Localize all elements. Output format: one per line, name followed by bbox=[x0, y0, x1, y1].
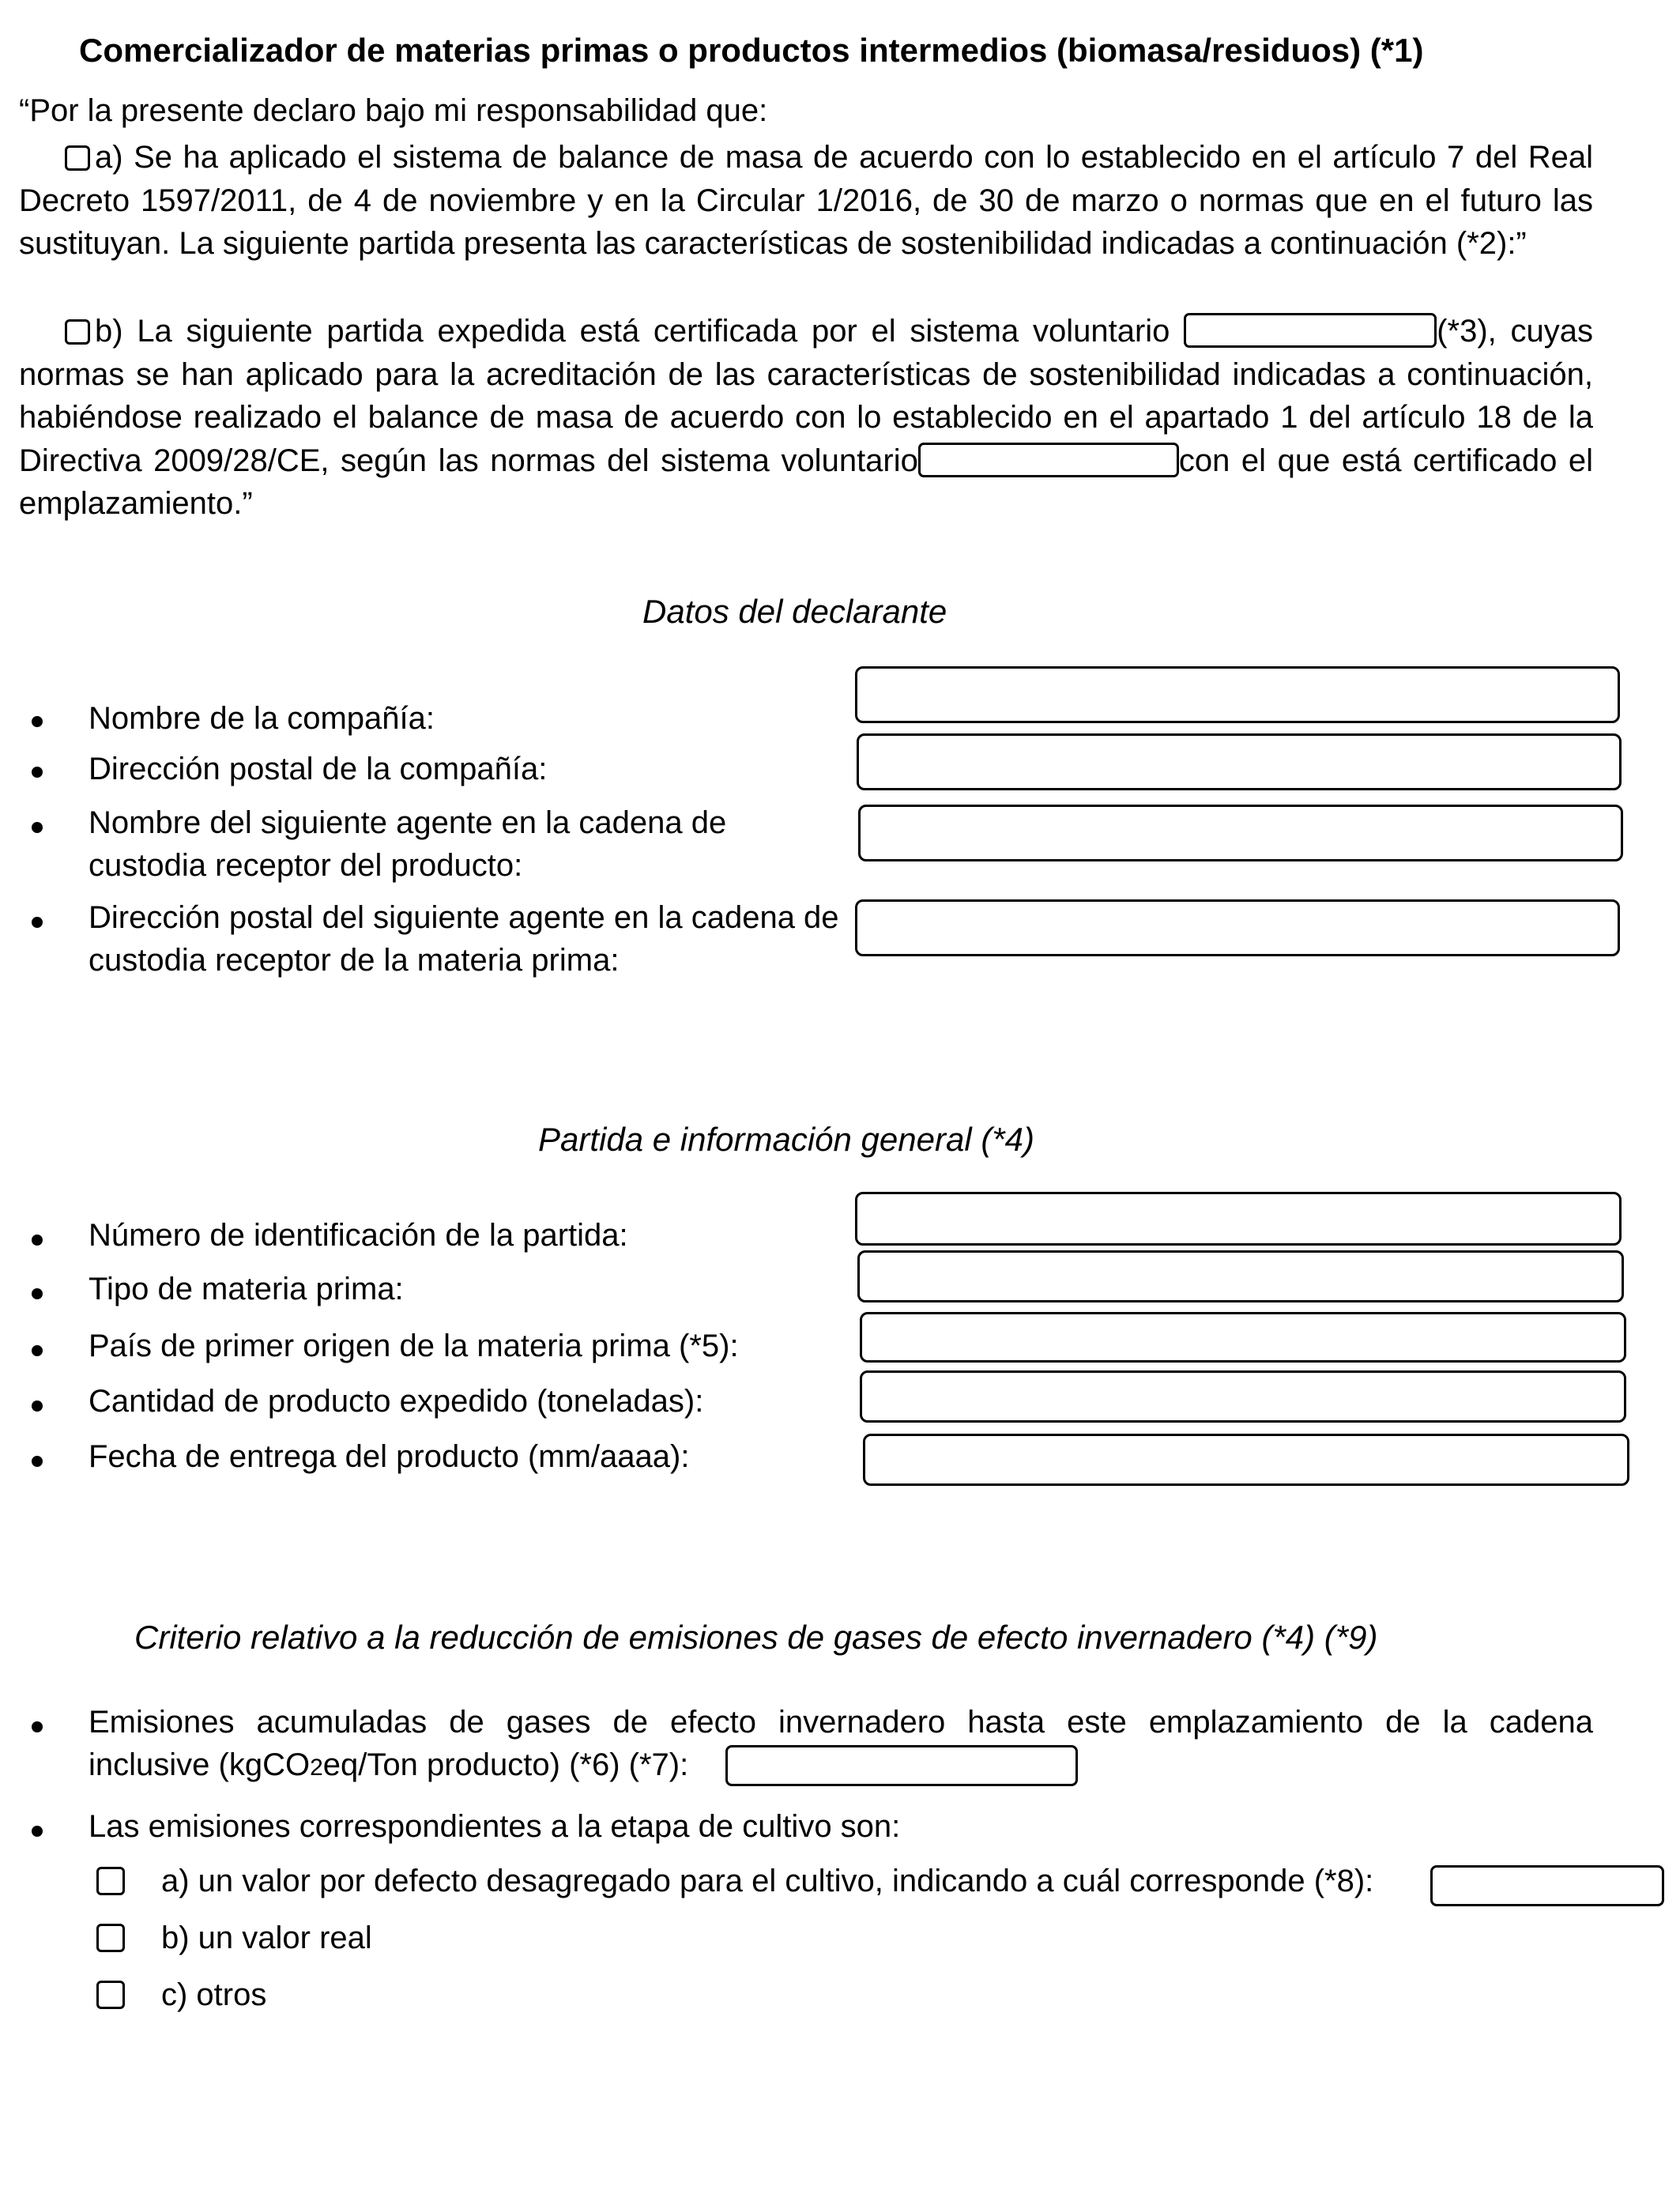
ghg-heading: Criterio relativo a la reducción de emisiones de gases de efecto invernadero (*4) (*9) bbox=[134, 1619, 1378, 1656]
declarant-label: Dirección postal de la compañía: bbox=[89, 752, 548, 786]
default-value-field[interactable] bbox=[1430, 1865, 1664, 1906]
bullet bbox=[32, 1288, 43, 1299]
voluntary-scheme-field-1[interactable] bbox=[1184, 313, 1437, 348]
declarant-label: Nombre del siguiente agente en la cadena de custodia receptor del producto: bbox=[89, 805, 727, 883]
batch-label: Tipo de materia prima: bbox=[89, 1272, 404, 1306]
option-b-text-2: (*3), cuyas normas se han aplicado para la acreditación de las características de sostenibilidad indicadas a continuación, habiéndose realizado el balance de masa de acuerdo con lo establecido en el apartado 1 del artículo 18 de la Directiva 2009/28/CE, según las normas del sistema voluntario bbox=[19, 314, 1593, 478]
batch-label: País de primer origen de la materia prima (*5): bbox=[89, 1329, 739, 1363]
batch-label: Cantidad de producto expedido (toneladas): bbox=[89, 1384, 704, 1419]
bullet bbox=[32, 1345, 43, 1356]
emissions-line-1: Emisiones acumuladas de gases de efecto invernadero hasta este emplazamiento de la cadena bbox=[89, 1705, 1593, 1740]
emissions-text-post: eq/Ton producto) (*6) (*7): bbox=[322, 1747, 689, 1782]
delivery-date-field[interactable] bbox=[863, 1434, 1629, 1486]
batch-id-field[interactable] bbox=[855, 1192, 1622, 1246]
origin-country-field[interactable] bbox=[860, 1312, 1626, 1363]
declaration-intro: “Por la presente declaro bajo mi responsabilidad que: bbox=[19, 93, 768, 128]
voluntary-scheme-field-2[interactable] bbox=[918, 443, 1179, 477]
option-a-text: a) Se ha aplicado el sistema de balance de masa de acuerdo con lo establecido en el artículo 7 del Real Decreto 1597/2011, de 4 de noviembre y en la Circular 1/2016, de 30 de marzo o normas que en el futuro las sustituyan. La siguiente partida presenta las características de sostenibilidad indicadas a continuación (*2):” bbox=[19, 140, 1593, 262]
declaration-option-a bbox=[19, 136, 1593, 266]
next-agent-address-field[interactable] bbox=[855, 899, 1620, 956]
option-default-value-checkbox[interactable] bbox=[96, 1867, 125, 1895]
quantity-field[interactable] bbox=[860, 1370, 1626, 1423]
page-title: Comercializador de materias primas o productos intermedios (biomasa/residuos) (*1) bbox=[79, 32, 1424, 69]
option-a-checkbox[interactable] bbox=[65, 145, 90, 171]
declarant-label: Nombre de la compañía: bbox=[89, 701, 435, 736]
option-real-value-checkbox[interactable] bbox=[96, 1924, 125, 1952]
option-b-text-1: b) La siguiente partida expedida está certificada por el sistema voluntario bbox=[95, 314, 1170, 349]
batch-heading: Partida e información general (*4) bbox=[538, 1121, 1034, 1158]
bullet bbox=[32, 917, 43, 928]
bullet bbox=[32, 1456, 43, 1467]
option-default-value-label: a) un valor por defecto desagregado para el cultivo, indicando a cuál corresponde (*8): bbox=[161, 1864, 1374, 1898]
declaration-option-b bbox=[19, 310, 1593, 526]
emissions-text-pre: inclusive (kgCO bbox=[89, 1747, 311, 1782]
bullet bbox=[32, 822, 43, 833]
bullet bbox=[32, 1826, 43, 1837]
company-name-field[interactable] bbox=[855, 666, 1620, 723]
batch-label: Fecha de entrega del producto (mm/aaaa): bbox=[89, 1439, 690, 1474]
emissions-line-2 bbox=[89, 1744, 688, 1789]
batch-label: Número de identificación de la partida: bbox=[89, 1218, 628, 1253]
co2-subscript: 2 bbox=[310, 1755, 323, 1781]
option-others-label: c) otros bbox=[161, 1977, 267, 2012]
raw-material-type-field[interactable] bbox=[857, 1250, 1624, 1302]
option-b-checkbox[interactable] bbox=[65, 319, 90, 345]
declarant-heading: Datos del declarante bbox=[642, 593, 947, 630]
bullet bbox=[32, 1400, 43, 1412]
bullet bbox=[32, 1721, 43, 1732]
next-agent-name-field[interactable] bbox=[858, 805, 1623, 861]
option-real-value-label: b) un valor real bbox=[161, 1921, 372, 1955]
bullet bbox=[32, 767, 43, 778]
cultivation-intro: Las emisiones correspondientes a la etapa de cultivo son: bbox=[89, 1809, 901, 1844]
option-b-text-3: con el que está certificado el emplazamiento.” bbox=[19, 443, 1593, 522]
company-address-field[interactable] bbox=[857, 733, 1622, 790]
option-others-checkbox[interactable] bbox=[96, 1981, 125, 2009]
declarant-label: Dirección postal del siguiente agente en la cadena de custodia receptor de la materia prima: bbox=[89, 900, 839, 978]
bullet bbox=[32, 716, 43, 727]
emissions-value-field[interactable] bbox=[725, 1745, 1078, 1786]
bullet bbox=[32, 1235, 43, 1246]
